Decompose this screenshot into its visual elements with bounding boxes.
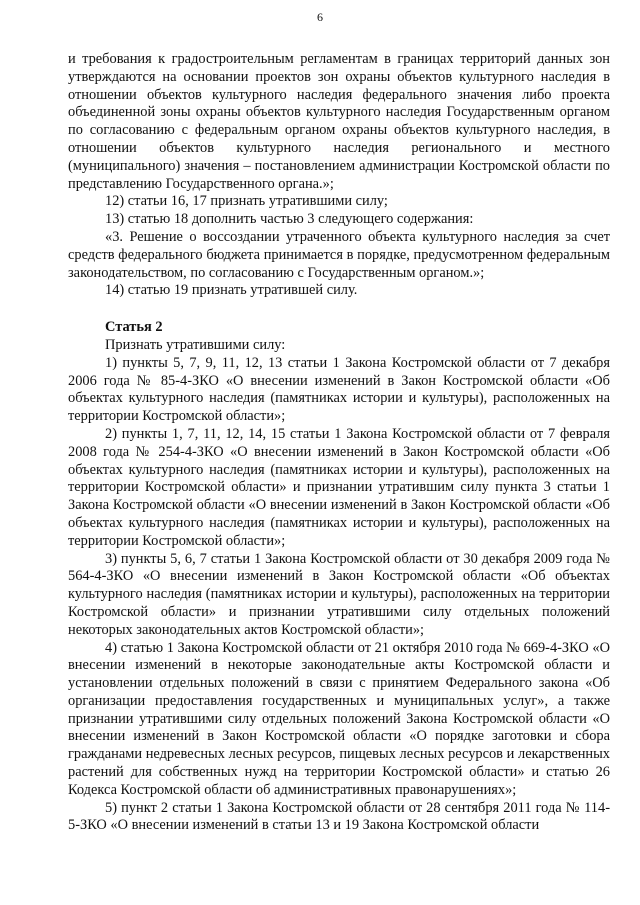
- repeal-item-5: 5) пункт 2 статьи 1 Закона Костромской области от 28 сентября 2011 года № 114-5-ЗКО «О внесении изменений в статьи 13 и 19 Закона Костромской области: [68, 799, 610, 834]
- article-intro: Признать утратившими силу:: [105, 336, 286, 353]
- repeal-item-1: 1) пункты 5, 7, 9, 11, 12, 13 статьи 1 Закона Костромской области от 7 декабря 2006 года № 85-4-ЗКО «О внесении изменений в Закон Костромской области «Об объектах культурного наследия (памятниках истории и культуры), расположенных на территории Костромской области»;: [68, 354, 610, 425]
- repeal-item-3: 3) пункты 5, 6, 7 статьи 1 Закона Костромской области от 30 декабря 2009 года № 564-4-ЗКО «О внесении изменений в Закон Костромской области «Об объектах культурного наследия (памятниках истории и культуры), расположенных на территории Костромской области» и признании утратившими силу отдельных положений некоторых законодательных актов Костромской области»;: [68, 550, 610, 638]
- article-heading: Статья 2: [105, 319, 163, 336]
- section-spacer: [68, 300, 610, 319]
- paragraph-continuation: и требования к градостроительным регламентам в границах территорий данных зон утверждаются на основании проектов зон охраны объектов культурного наследия в отношении объектов культурного наследия федерального значения либо проекта объединенной зоны охраны объектов культурного наследия Государственным органом по согласованию с федеральным органом охраны объектов культурного наследия, в отношении объектов культурного наследия регионального и местного (муниципального) значения – постановлением администрации Костромской области по представлению Государственного органа.»;: [68, 51, 610, 192]
- list-item-13: 13) статью 18 дополнить частью 3 следующего содержания:: [105, 211, 474, 228]
- list-item-12: 12) статьи 16, 17 признать утратившими силу;: [105, 193, 388, 210]
- document-body: [68, 51, 610, 835]
- list-item-14: 14) статью 19 признать утратившей силу.: [105, 282, 358, 299]
- repeal-item-4: 4) статью 1 Закона Костромской области от 21 октября 2010 года № 669-4-ЗКО «О внесении изменений в некоторые законодательные акты Костромской области и установлении отдельных положений в связи с принятием Федерального закона «Об организации предоставления государственных и муниципальных услуг», а также признании утратившими силу отдельных положений Закона Костромской области «О внесении изменений в Закон Костромской области «О порядке заготовки и сбора гражданами недревесных лесных ресурсов, пищевых лесных ресурсов и лекарственных растений для собственных нужд на территории Костромской области» и статью 26 Кодекса Костромской области об административных правонарушениях»;: [68, 639, 610, 798]
- repeal-item-2: 2) пункты 1, 7, 11, 12, 14, 15 статьи 1 Закона Костромской области от 7 февраля 2008 года № 254-4-ЗКО «О внесении изменений в Закон Костромской области «Об объектах культурного наследия (памятниках истории и культуры), расположенных на территории Костромской области» и признании утратившим силу пункта 3 статьи 1 Закона Костромской области «О внесении изменений в Закон Костромской области «Об объектах культурного наследия (памятниках истории и культуры), расположенных на территории Костромской области»;: [68, 425, 610, 549]
- page-number: 6: [317, 10, 323, 24]
- quoted-part-3: «3. Решение о воссоздании утраченного объекта культурного наследия за счет средств федерального бюджета принимается в порядке, предусмотренном федеральным законодательством, по согласованию с Государственным органом.»;: [68, 228, 610, 281]
